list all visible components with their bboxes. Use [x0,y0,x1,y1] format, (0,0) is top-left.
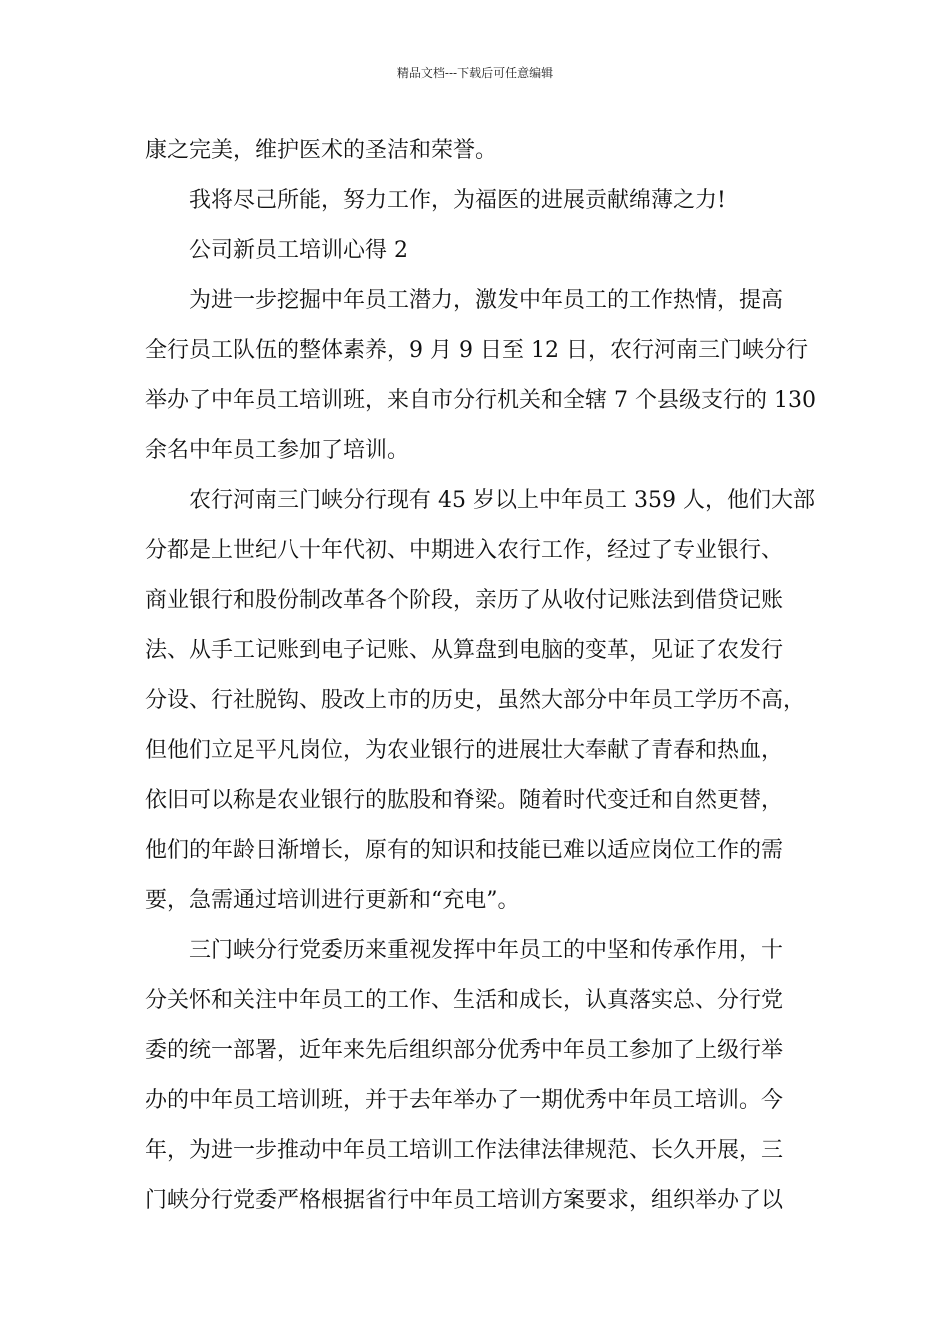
text-line: 余名中年员工参加了培训。 [145,438,410,463]
text-line: 我将尽己所能，努力工作，为福医的进展贡献绵薄之力! [189,188,726,213]
text-line: 办的中年员工培训班，并于去年举办了一期优秀中年员工培训。今 [145,1088,784,1113]
text-line: 为进一步挖掘中年员工潜力，激发中年员工的工作热情，提高 [189,288,784,313]
text-line: 三门峡分行党委历来重视发挥中年员工的中坚和传承作用，十 [189,938,784,963]
text-line: 农行河南三门峡分行现有 45 岁以上中年员工 359 人，他们大部 [189,488,815,513]
page-header: 精品文档---下载后可任意编辑 [396,66,554,80]
text-line: 分关怀和关注中年员工的工作、生活和成长，认真落实总、分行党 [145,988,784,1013]
text-line: 全行员工队伍的整体素养，9 月 9 日至 12 日，农行河南三门峡分行 [145,338,808,363]
text-line: 法、从手工记账到电子记账、从算盘到电脑的变革，见证了农发行 [145,638,784,663]
text-line: 分设、行社脱钩、股改上市的历史，虽然大部分中年员工学历不高， [145,688,806,713]
text-line: 委的统一部署，近年来先后组织部分优秀中年员工参加了上级行举 [145,1038,784,1063]
text-line: 他们的年龄日渐增长，原有的知识和技能已难以适应岗位工作的需 [145,838,784,863]
text-line: 门峡分行党委严格根据省行中年员工培训方案要求，组织举办了以 [145,1188,784,1213]
text-line: 商业银行和股份制改革各个阶段，亲历了从收付记账法到借贷记账 [145,588,784,613]
text-line: 分都是上世纪八十年代初、中期进入农行工作，经过了专业银行、 [145,538,784,563]
text-line: 但他们立足平凡岗位，为农业银行的进展壮大奉献了青春和热血， [145,738,784,763]
text-line: 依旧可以称是农业银行的肱股和脊梁。随着时代变迁和自然更替， [145,788,784,813]
section-heading: 公司新员工培训心得 2 [189,238,408,263]
text-line: 举办了中年员工培训班，来自市分行机关和全辖 7 个县级支行的 130 [145,388,816,413]
text-line: 康之完美，维护医术的圣洁和荣誉。 [145,138,498,163]
document-body [145,133,825,1233]
text-line: 年，为进一步推动中年员工培训工作法律法律规范、长久开展，三 [145,1138,784,1163]
text-line: 要，急需通过培训进行更新和“充电”。 [145,888,520,913]
